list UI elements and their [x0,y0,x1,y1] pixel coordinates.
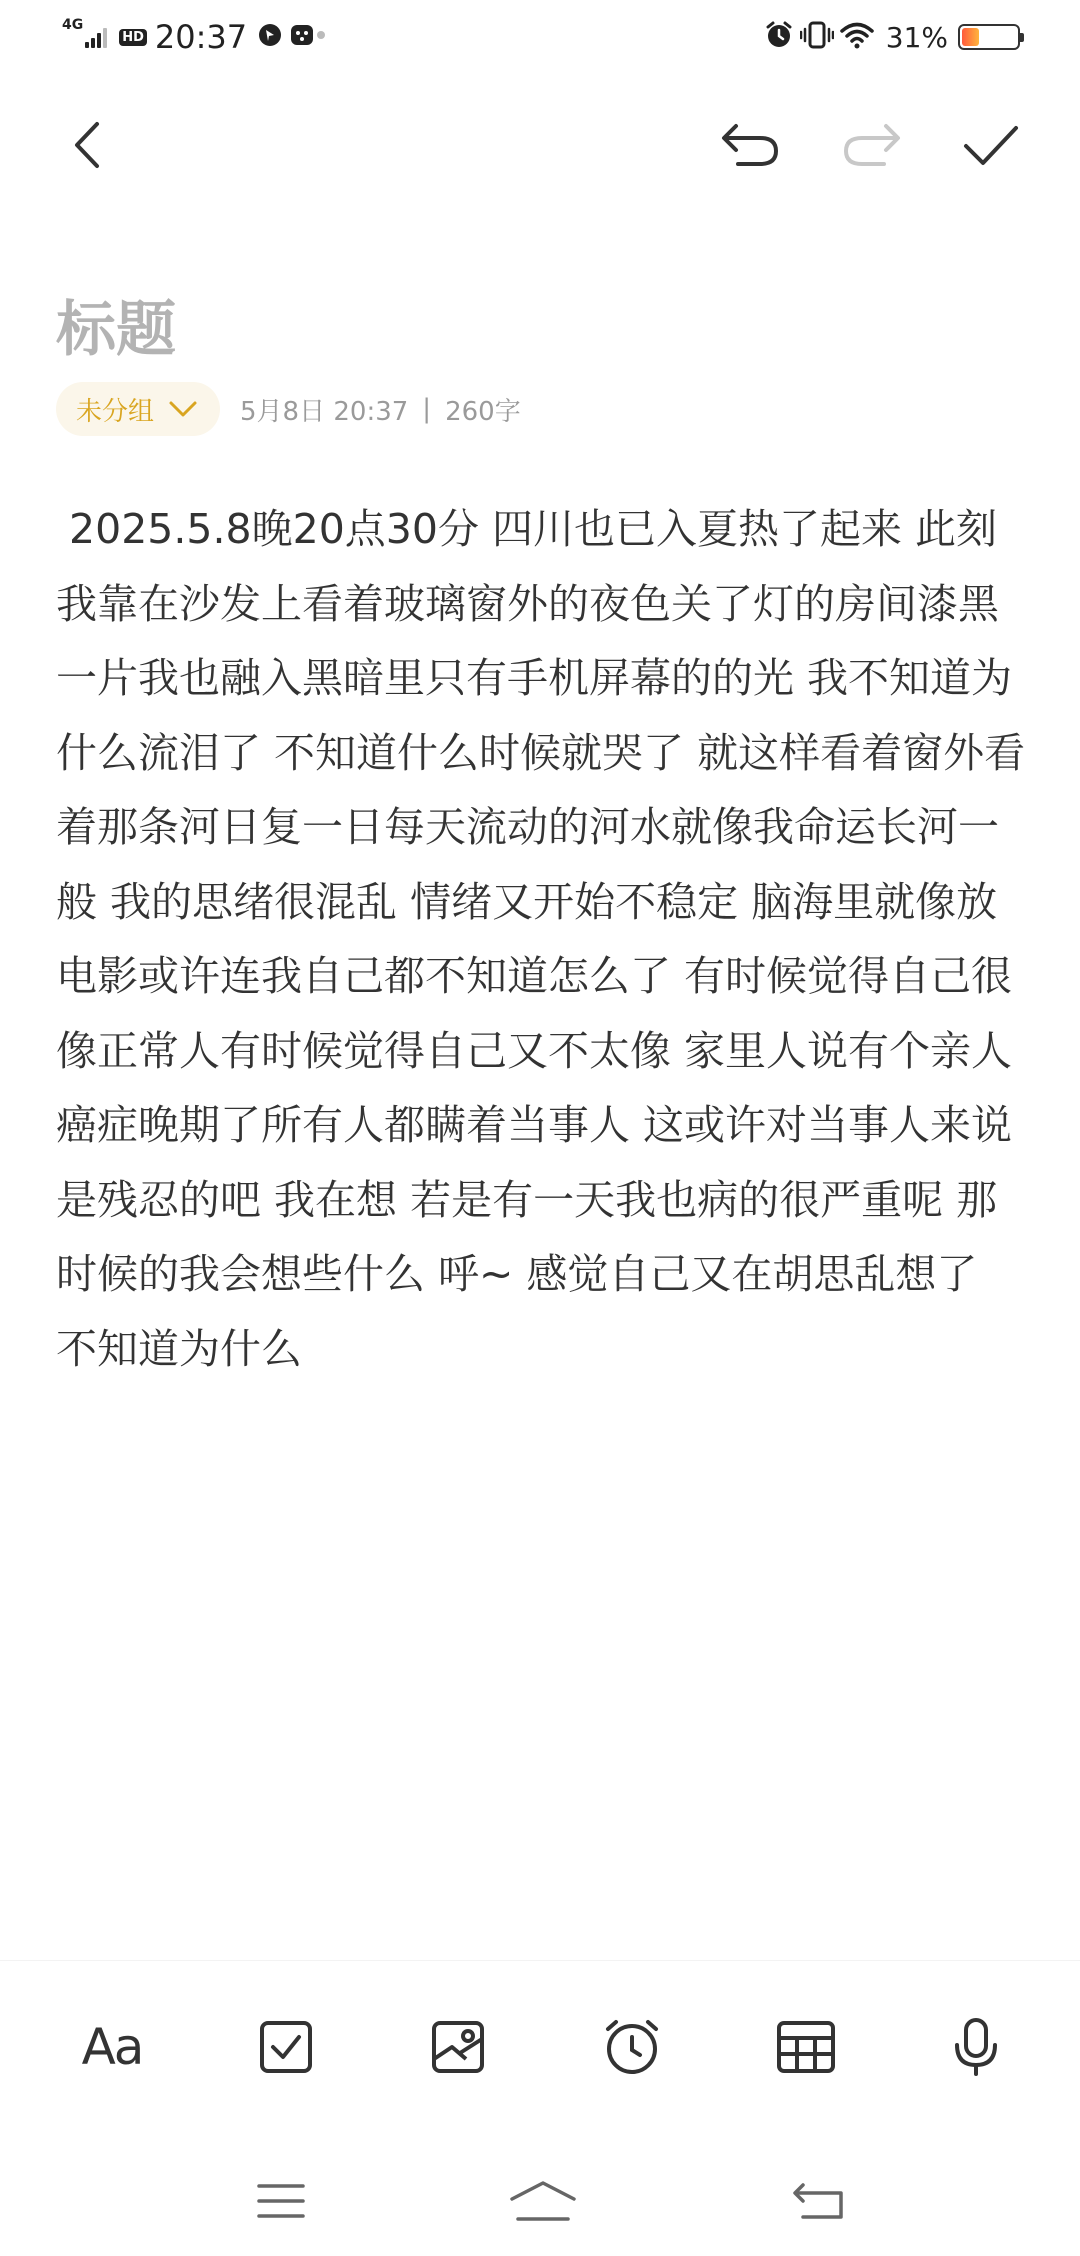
bottom-toolbar [0,1960,1080,2141]
home-icon [508,2179,578,2223]
text-format-icon: Aa [81,2018,143,2076]
status-left [62,12,335,62]
battery-percent: 31% [885,20,948,54]
checkmark-icon [961,120,1021,170]
menu-icon [256,2181,306,2221]
recents-button[interactable] [236,2166,326,2236]
redo-button[interactable] [826,100,916,190]
meta-separator: | [422,394,432,424]
signal-icon [85,26,109,48]
nav-back-button[interactable] [774,2166,864,2236]
network-type: 4G [62,17,84,33]
app-notification-icon [289,22,329,52]
home-button[interactable] [498,2166,588,2236]
note-body-text[interactable]: 2025.5.8晚20点30分 四川也已入夏热了起来 此刻我靠在沙发上看着玻璃窗外的夜色关了灯的房间漆黑一片我也融入黑暗里只有手机屏幕的的光 我不知道为什么流泪了 不知道什么时候就哭了 就这样看着窗外看着那条河日复一日每天流动的河水就像我命运长河一般 我的思绪很混乱 情绪又开始不稳定 脑海里就像放电影或许连我自己都不知道怎么了 有时候觉得自己很像正常人有时候觉得自己又不太像 家里人说有个亲人癌症晚期了所有人都瞒着当事人 这或许对当事人来说是残忍的吧 我在想 若是有一天我也病的很严重呢 那时候的我会想些什么 呼~ 感觉自己又在胡思乱想了 不知道为什么 [56,505,1026,1373]
alarm-clock-icon [602,2017,662,2077]
checkbox-icon [258,2019,314,2075]
status-bar [0,0,1080,80]
back-nav-icon [791,2180,847,2222]
battery-fill [962,28,979,46]
text-format-button[interactable] [72,2007,152,2087]
editor-toolbar [0,100,1080,190]
image-icon [430,2019,486,2075]
wifi-icon [840,21,874,53]
microphone-icon [952,2017,1000,2077]
hd-badge: HD [119,29,147,46]
group-selector[interactable] [56,382,220,436]
note-meta [56,382,521,436]
status-right [764,12,1020,62]
table-icon [776,2020,836,2074]
reminder-button[interactable] [592,2007,672,2087]
checklist-button[interactable] [246,2007,326,2087]
battery-icon [958,24,1020,50]
note-date: 5月8日 20:37 [240,396,409,427]
back-button[interactable] [44,100,134,190]
done-button[interactable] [946,100,1036,190]
location-icon [257,22,283,52]
vibrate-icon [800,20,834,54]
redo-icon [840,120,902,170]
undo-icon [720,120,782,170]
insert-image-button[interactable] [418,2007,498,2087]
undo-button[interactable] [706,100,796,190]
status-time: 20:37 [154,18,248,56]
group-label: 未分组 [76,396,155,427]
system-nav-bar [0,2150,1080,2256]
voice-input-button[interactable] [936,2007,1016,2087]
alarm-icon [764,20,794,54]
title-input[interactable]: 标题 [56,295,176,365]
insert-table-button[interactable] [766,2007,846,2087]
chevron-down-icon [168,400,198,418]
back-icon [69,120,109,170]
word-count: 260字 [445,396,521,427]
